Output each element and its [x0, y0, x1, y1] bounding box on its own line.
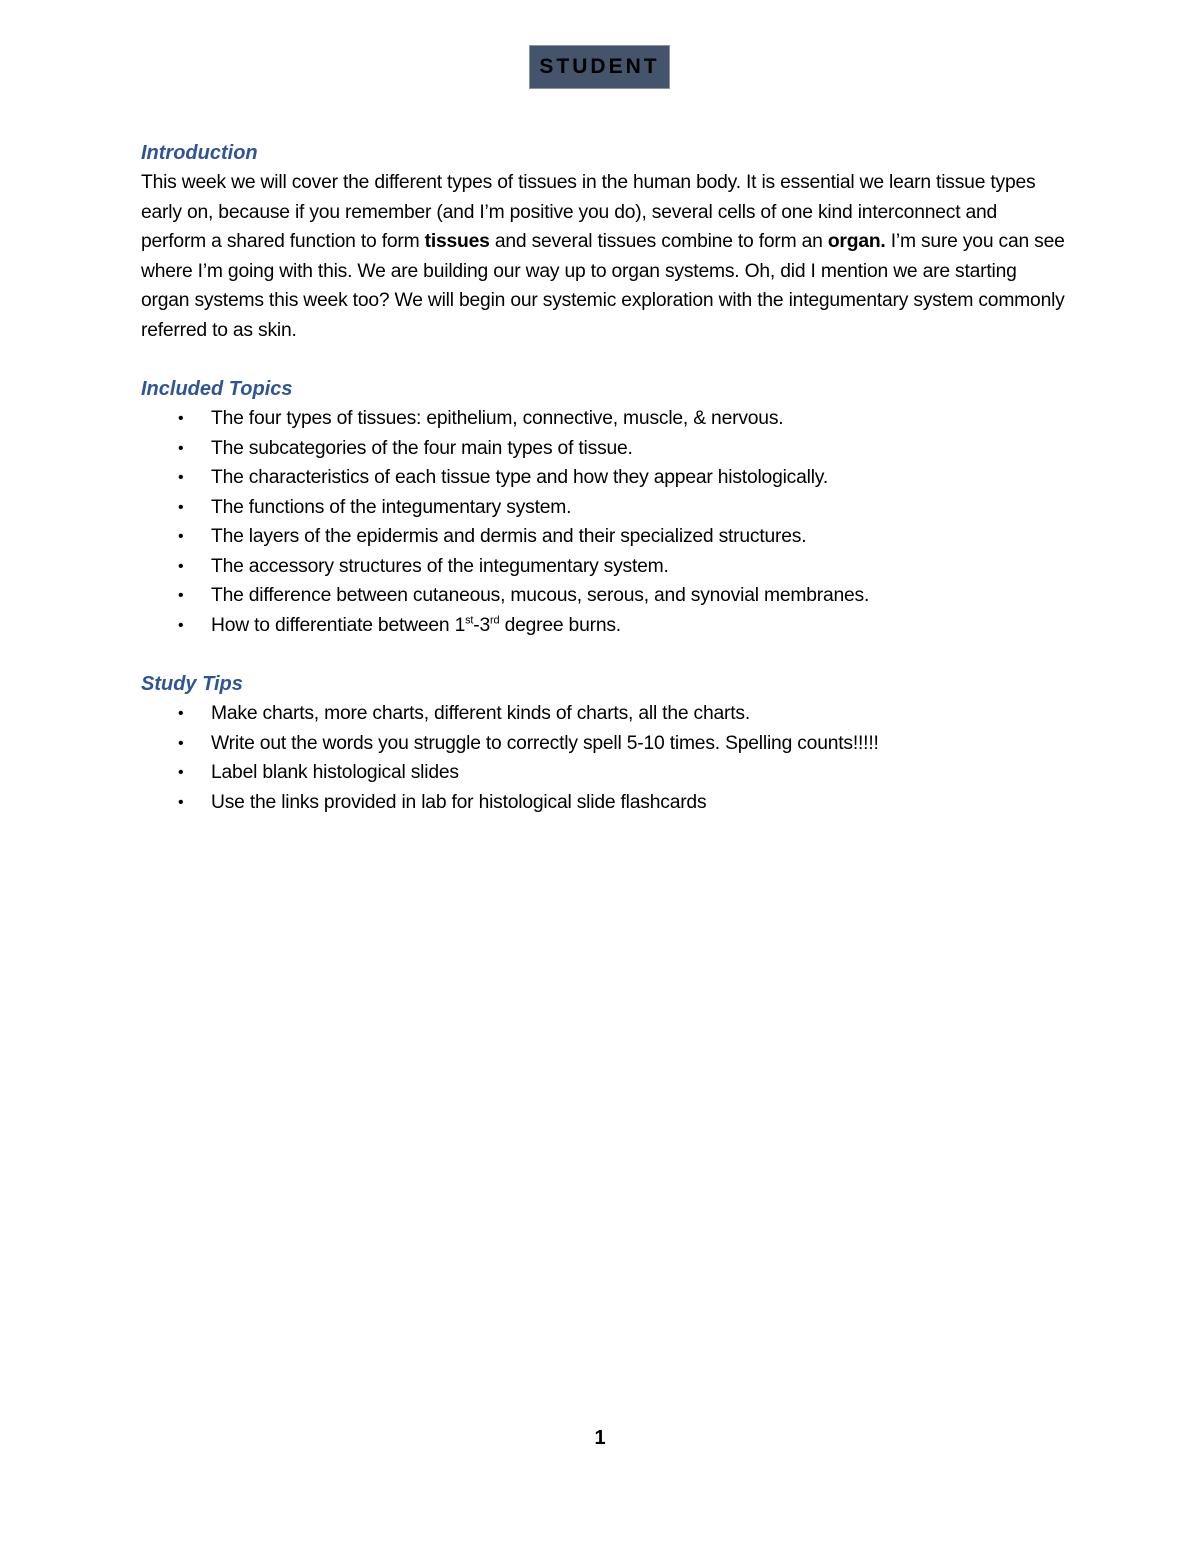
bullet-icon: • — [178, 587, 184, 604]
list-item: • The accessory structures of the integumentary system. — [141, 552, 1066, 582]
list-item: • How to differentiate between 1st-3rd degree burns. — [141, 611, 1066, 641]
intro-text-1: This week we will cover the different types of tissues in the human body. It is essential we learn tissue types early on, because if you remember (and I’m positive you do), several cells of one kind interconnect and perform a shared function to form — [141, 172, 1036, 252]
list-item: • Make charts, more charts, different kinds of charts, all the charts. — [141, 699, 1066, 729]
list-item: • Write out the words you struggle to correctly spell 5-10 times. Spelling counts!!!!! — [141, 729, 1066, 759]
page-number: 1 — [594, 1427, 606, 1449]
bullet-icon: • — [178, 764, 184, 781]
list-item: • Label blank histological slides — [141, 758, 1066, 788]
included-topics-list — [141, 404, 1066, 640]
list-item: • The layers of the epidermis and dermis and their specialized structures. — [141, 522, 1066, 552]
introduction-heading: Introduction — [141, 142, 258, 164]
bullet-icon: • — [178, 528, 184, 545]
list-item: • The subcategories of the four main types of tissue. — [141, 434, 1066, 464]
intro-text-2: and several tissues combine to form an — [489, 231, 828, 252]
bullet-icon: • — [178, 498, 184, 516]
list-item: • The difference between cutaneous, mucous, serous, and synovial membranes. — [141, 581, 1066, 611]
bullet-icon: • — [178, 557, 184, 575]
bullet-icon: • — [178, 705, 184, 722]
student-header-badge — [529, 45, 670, 89]
included-topics-heading: Included Topics — [141, 378, 293, 400]
intro-text-3: I’m sure you can see where I’m going with this. We are building our way up to organ systems. Oh, did I mention we are starting organ systems this week too? We will begin our systemic exploration with the integumentary system commonly referred to as skin. — [141, 231, 1065, 341]
bullet-icon: • — [178, 793, 184, 811]
list-item: • The characteristics of each tissue type and how they appear histologically. — [141, 463, 1066, 493]
list-item: • Use the links provided in lab for histological slide flashcards — [141, 788, 1066, 818]
intro-bold-organ: organ. — [827, 231, 886, 252]
list-item: • The four types of tissues: epithelium, connective, muscle, & nervous. — [141, 404, 1066, 434]
bullet-icon: • — [178, 439, 184, 457]
intro-bold-tissues: tissues — [424, 231, 490, 252]
bullet-icon: • — [178, 734, 184, 752]
bullet-icon: • — [178, 469, 184, 486]
header-label: STUDENT — [539, 55, 660, 78]
list-item: • The functions of the integumentary system. — [141, 493, 1066, 523]
bullet-icon: • — [178, 410, 184, 427]
study-tips-heading: Study Tips — [141, 673, 243, 695]
document-body — [141, 138, 1066, 817]
introduction-paragraph — [141, 168, 1066, 345]
study-tips-list — [141, 699, 1066, 817]
bullet-icon: • — [178, 616, 184, 634]
